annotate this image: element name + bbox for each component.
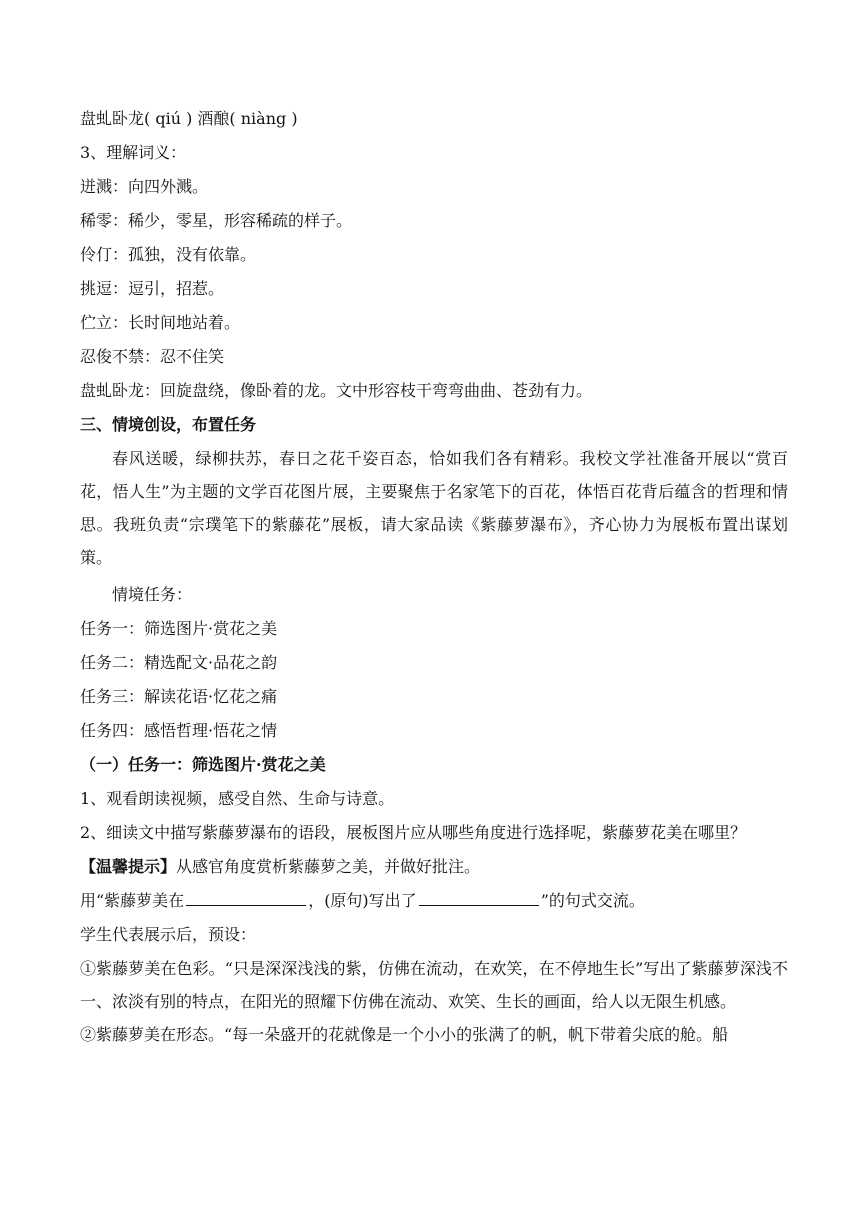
vocab-item: 伶仃：孤独，没有依靠。 [80,245,257,264]
sentence-part: 用“紫藤萝美在 [80,891,185,910]
tip-text: 从感官角度赏析紫藤萝之美，并做好批注。 [176,857,481,876]
task-item: 任务四：感悟哲理·悟花之情 [80,721,278,740]
vocab-item: 伫立：长时间地站着。 [80,313,241,332]
task-item: 任务三：解读花语·忆花之痛 [80,687,278,706]
task-item: 任务一：筛选图片·赏花之美 [80,619,278,638]
tasks-label: 情境任务： [112,585,193,604]
step-item: 1、观看朗读视频，感受自然、生命与诗意。 [80,789,395,808]
preset-line: 学生代表展示后，预设： [80,925,257,944]
subsection-heading: （一）任务一：筛选图片·赏花之美 [80,755,326,774]
tip-line [80,850,788,884]
scenario-paragraph: 春风送暖，绿柳扶苏，春日之花千姿百态，恰如我们各有精彩。我校文学社准备开展以“赏百花，悟人生”为主题的文学百花图片展，主要聚焦于名家笔下的百花，体悟百花背后蕴含的哲理和情思。我班负责“宗璞笔下的紫藤花”展板，请大家品读《紫藤萝瀑布》，齐心协力为展板布置出谋划策。 [80,449,788,567]
preset-answer: ②紫藤萝美在形态。“每一朵盛开的花就像是一个小小的张满了的帆，帆下带着尖底的舱。船 [80,1025,729,1044]
vocab-item: 忍俊不禁：忍不住笑 [80,347,225,366]
task-item: 任务二：精选配文·品花之韵 [80,653,278,672]
vocab-item: 稀零：稀少，零星，形容稀疏的样子。 [80,211,353,230]
vocab-item: 挑逗：逗引，招惹。 [80,279,225,298]
pinyin-line: 盘虬卧龙( qiú ) 酒酿( niàng ) [80,109,298,128]
vocab-heading: 3、理解词义： [80,143,187,162]
preset-answer: ①紫藤萝美在色彩。“只是深深浅浅的紫，仿佛在流动，在欢笑，在不停地生长”写出了紫藤萝深浅不一、浓淡有别的特点，在阳光的照耀下仿佛在流动、欢笑、生长的画面，给人以无限生机感。 [80,959,788,1011]
document-page [80,102,788,1051]
section-heading: 三、情境创设，布置任务 [80,415,257,434]
fill-blank [186,887,306,906]
sentence-pattern-line [80,884,788,918]
sentence-part: ”的句式交流。 [540,891,645,910]
step-item: 2、细读文中描写紫藤萝瀑布的语段，展板图片应从哪些角度进行选择呢，紫藤萝花美在哪里？ [80,823,747,842]
tip-label: 【温馨提示】 [80,857,177,876]
vocab-item: 盘虬卧龙：回旋盘绕，像卧着的龙。文中形容枝干弯弯曲曲、苍劲有力。 [80,381,593,400]
sentence-part: ，(原句)写出了 [308,891,417,910]
vocab-item: 迸溅：向四外溅。 [80,177,209,196]
fill-blank [419,887,539,906]
